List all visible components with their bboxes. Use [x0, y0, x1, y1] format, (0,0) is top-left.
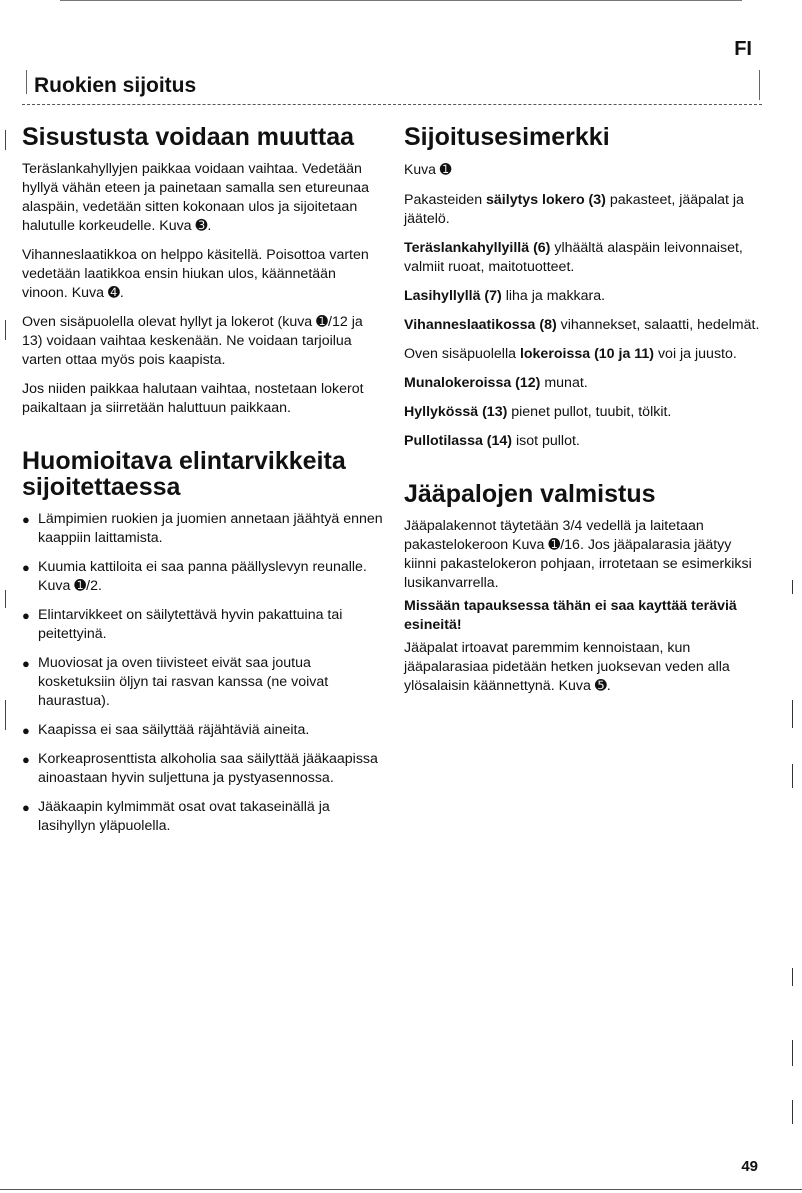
list-item: ● Jääkaapin kylmimmät osat ovat takaseinällä ja lasihyllyn yläpuolella. [22, 798, 384, 836]
figure-reference: Kuva ➊ [404, 161, 452, 177]
margin-mark [792, 580, 793, 594]
list-item: ● Lämpimien ruokien ja juomien annetaan jäähtyä ennen kaappiin laittamista. [22, 510, 384, 548]
margin-mark [5, 590, 6, 608]
storage-item: Hyllykössä (13) pienet pullot, tuubit, tölkit. [404, 404, 672, 420]
margin-mark [792, 700, 793, 728]
list-item: ● Kaapissa ei saa säilyttää räjähtäviä aineita. [22, 721, 384, 740]
storage-item: Pakasteiden säilytys lokero (3) pakasteet, jääpalat ja jäätelö. [404, 192, 744, 227]
paragraph-vegetable-drawer: Vihanneslaatikkoa on helppo käsitellä. Poisottoa varten vedetään laatikkoa ensin hiukan ulos, käännetään vinoon. Kuva ➍. [22, 247, 369, 301]
paragraph-move-shelves: Jos niiden paikkaa halutaan vaihtaa, nostetaan lokerot paikaltaan ja siirretään haluttuun paikkaan. [22, 381, 364, 416]
paragraph-ice-release: Jääpalat irtoavat paremmim kennoistaan, kun jääpalarasiaa pidetään hetken juoksevan veden alla ylösalaisin käännettynä. Kuva ➎. [404, 640, 730, 694]
storage-item: Pullotilassa (14) isot pullot. [404, 433, 580, 449]
warning-no-sharp-objects: Missään tapauksessa tähän ei saa kayttää teräviä esineitä! [404, 598, 737, 633]
page-number: 49 [741, 1158, 758, 1175]
storage-item: Vihanneslaatikossa (8) vihannekset, salaatti, hedelmät. [404, 317, 760, 333]
box-left-tick [26, 70, 27, 94]
paragraph-wire-shelves: Teräslankahyllyjen paikkaa voidaan vaihtaa. Vedetään hyllyä vähän eteen ja painetaan samalla sen etureunaa alaspäin, vedetään sitten kokonaan ulos ja sijoitetaan halutulle korkeudelle. Kuva ➌. [22, 161, 370, 234]
heading-food-placement-notes: Huomioitava elintarvikkeita sijoitettaessa [22, 447, 346, 501]
margin-mark [5, 320, 6, 340]
storage-item: Lasihyllyllä (7) liha ja makkara. [404, 288, 606, 304]
top-rule [60, 0, 742, 1]
margin-mark [5, 700, 6, 730]
storage-item: Munalokeroissa (12) munat. [404, 375, 588, 391]
right-column [404, 124, 764, 706]
storage-item: Teräslankahyllyillä (6) ylhäältä alaspäin leivonnaiset, valmiit ruoat, maitotuotteet. [404, 240, 743, 275]
bottom-rule [0, 1189, 802, 1190]
paragraph-door-shelves: Oven sisäpuolella olevat hyllyt ja lokerot (kuva ➊/12 ja 13) voidaan vaihtaa keskenään. Ne voidaan tarjoilua varten ottaa myös pois kaapista. [22, 314, 363, 368]
heading-interior-changes: Sisustusta voidaan muuttaa [22, 123, 355, 151]
left-column [22, 124, 384, 846]
margin-mark [5, 130, 6, 150]
margin-mark [792, 968, 793, 986]
language-code: FI [734, 38, 752, 60]
list-item: ● Kuumia kattiloita ei saa panna päällyslevyn reunalle. Kuva ➊/2. [22, 558, 384, 596]
box-right-tick [759, 70, 760, 100]
heading-placement-example: Sijoitusesimerkki [404, 123, 610, 151]
storage-item: Oven sisäpuolella lokeroissa (10 ja 11) voi ja juusto. [404, 346, 737, 362]
heading-ice-cubes: Jääpalojen valmistus [404, 480, 656, 508]
list-item: ● Elintarvikkeet on säilytettävä hyvin pakattuina tai peitettyinä. [22, 606, 384, 644]
paragraph-ice-fill: Jääpalakennot täytetään 3/4 vedellä ja laitetaan pakastelokeroon Kuva ➊/16. Jos jääpalarasia jäätyy kiinni pakastelokeron pohjaan, irrotetaan se esimerkiksi lusikanvarrella. [404, 518, 752, 591]
list-item: ● Korkeaprosenttista alkoholia saa säilyttää jääkaapissa ainoastaan hyvin suljettuna ja pystyasennossa. [22, 750, 384, 788]
margin-mark [792, 764, 793, 788]
notes-list [22, 510, 384, 836]
margin-mark [792, 1100, 793, 1124]
list-item: ● Muoviosat ja oven tiivisteet eivät saa joutua kosketuksiin öljyn tai rasvan kanssa (ne voivat haurastua). [22, 654, 384, 711]
section-title: Ruokien sijoitus [34, 74, 197, 97]
margin-mark [792, 1040, 793, 1066]
